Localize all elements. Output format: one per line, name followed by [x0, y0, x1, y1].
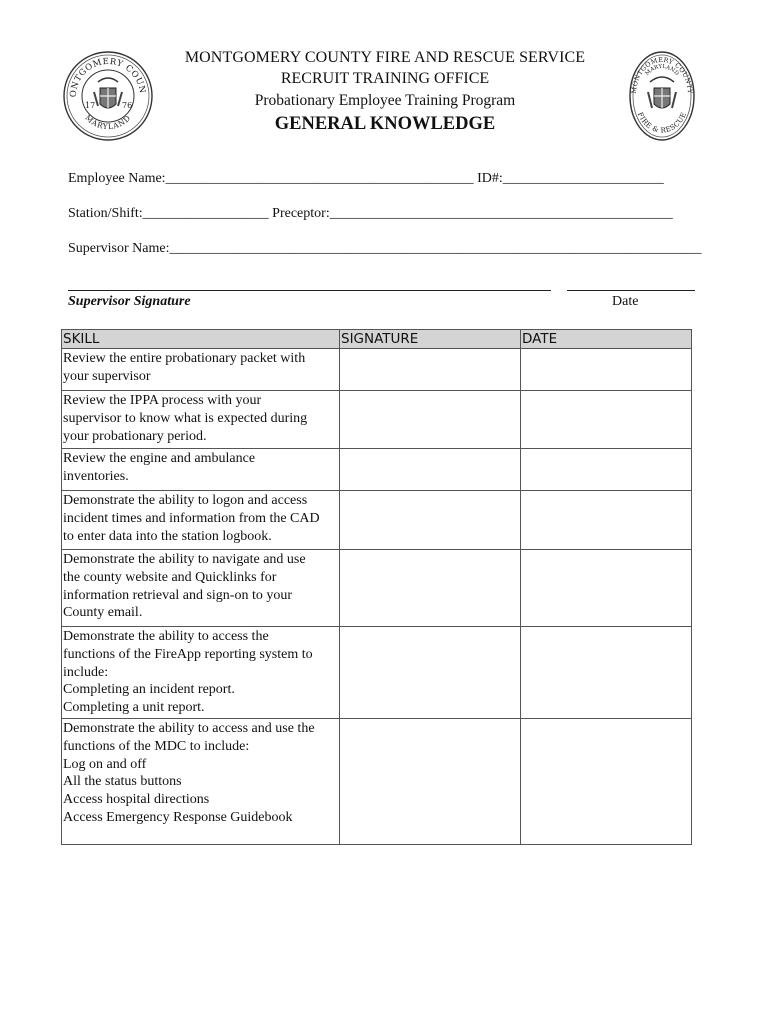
svg-text:MARYLAND: [83, 113, 132, 131]
skill-text-line: Review the engine and ambulance: [63, 451, 256, 466]
supervisor-name-field[interactable]: Supervisor Name:____________________________________________________________________________: [68, 241, 702, 256]
county-seal-graphic: [62, 48, 154, 144]
program-name: Probationary Employee Training Program: [254, 92, 516, 109]
table-header-row: [62, 330, 692, 349]
date-cell[interactable]: [521, 719, 692, 845]
signature-cell[interactable]: [340, 627, 521, 719]
skill-text-line: Log on and off: [63, 756, 147, 772]
skill-text-line: supervisor to know what is expected during: [63, 410, 308, 426]
county-seal-logo: [62, 48, 154, 144]
fire-rescue-seal-graphic: [628, 48, 696, 144]
seal-sub-text: MARYLAND: [644, 63, 680, 77]
skill-cell: [62, 491, 340, 550]
skill-cell: [62, 391, 340, 449]
skill-text-line: Access Emergency Response Guidebook: [63, 809, 293, 825]
signature-cell[interactable]: [340, 550, 521, 627]
table-row: [62, 627, 692, 719]
skills-table-body: [62, 349, 692, 845]
svg-text:FIRE & RESCUE: [636, 111, 688, 135]
signature-cell[interactable]: [340, 719, 521, 845]
fire-rescue-seal-logo: [628, 48, 696, 144]
date-column-header: DATE: [521, 330, 692, 349]
skill-text-line: Completing an incident report.: [63, 682, 235, 698]
skill-column-header: SKILL: [62, 330, 340, 349]
table-row: [62, 491, 692, 550]
skill-text-line: Demonstrate the ability to access and use the: [63, 721, 315, 736]
skill-text-line: to enter data into the station logbook.: [63, 528, 272, 544]
skill-cell: [62, 349, 340, 391]
skill-text-line: incident times and information from the CAD: [63, 510, 320, 526]
skill-text-line: functions of the MDC to include:: [63, 738, 250, 754]
signature-date-line[interactable]: [567, 290, 695, 291]
skill-text-line: your probationary period.: [63, 428, 207, 444]
signature-cell[interactable]: [340, 391, 521, 449]
date-cell[interactable]: [521, 550, 692, 627]
skill-text-line: inventories.: [63, 468, 129, 484]
date-cell[interactable]: [521, 449, 692, 491]
skill-cell: [62, 627, 340, 719]
skills-table: [61, 329, 692, 845]
skill-text-line: information retrieval and sign-on to your: [63, 587, 292, 603]
skill-text-line: Completing a unit report.: [63, 700, 205, 716]
skill-text-line: Demonstrate the ability to access the: [63, 629, 269, 644]
seal-top-text: MONTGOMERY COUNTY: [629, 55, 695, 94]
skill-text-line: your supervisor: [63, 368, 151, 384]
skill-text-line: Demonstrate the ability to navigate and use: [63, 552, 306, 567]
supervisor-signature-label: Supervisor Signature: [68, 294, 191, 309]
seal-bottom-text: FIRE & RESCUE: [635, 111, 689, 135]
skill-text-line: include:: [63, 664, 109, 680]
signature-cell[interactable]: [340, 449, 521, 491]
table-row: [62, 449, 692, 491]
date-cell[interactable]: [521, 491, 692, 550]
seal-year-left: 17: [85, 101, 96, 110]
skill-cell: [62, 449, 340, 491]
table-row: [62, 391, 692, 449]
skill-text-line: functions of the FireApp reporting system to: [63, 646, 313, 662]
skill-text-line: Demonstrate the ability to logon and access: [63, 493, 308, 508]
seal-bottom-text: MARYLAND: [83, 113, 133, 132]
supervisor-signature-line[interactable]: [68, 290, 551, 291]
skill-text-line: All the status buttons: [63, 774, 182, 790]
table-row: [62, 550, 692, 627]
skill-text-line: County email.: [63, 605, 143, 621]
date-cell[interactable]: [521, 627, 692, 719]
skill-text-line: the county website and Quicklinks for: [63, 569, 277, 585]
station-shift-preceptor-field[interactable]: Station/Shift:__________________ Preceptor:_________________________________________________: [68, 206, 673, 221]
date-cell[interactable]: [521, 391, 692, 449]
document-header: [150, 48, 620, 135]
date-cell[interactable]: [521, 349, 692, 391]
skill-cell: [62, 550, 340, 627]
table-row: [62, 349, 692, 391]
document-title: GENERAL KNOWLEDGE: [274, 114, 496, 134]
seal-top-text: ONTGOMERY COUN: [68, 56, 148, 98]
skill-cell: [62, 719, 340, 845]
signature-column-header: SIGNATURE: [340, 330, 521, 349]
agency-name: MONTGOMERY COUNTY FIRE AND RESCUE SERVICE: [184, 49, 586, 66]
seal-year-right: 76: [122, 101, 133, 110]
signature-cell[interactable]: [340, 349, 521, 391]
skill-text-line: Review the IPPA process with your: [63, 393, 262, 408]
employee-name-id-field[interactable]: Employee Name:____________________________________________ ID#:_______________________: [68, 171, 664, 186]
office-name: RECRUIT TRAINING OFFICE: [280, 70, 490, 87]
signature-cell[interactable]: [340, 491, 521, 550]
skill-text-line: Access hospital directions: [63, 792, 210, 808]
table-row: [62, 719, 692, 845]
skill-text-line: Review the entire probationary packet with: [63, 351, 306, 366]
signature-date-label: Date: [612, 294, 639, 309]
